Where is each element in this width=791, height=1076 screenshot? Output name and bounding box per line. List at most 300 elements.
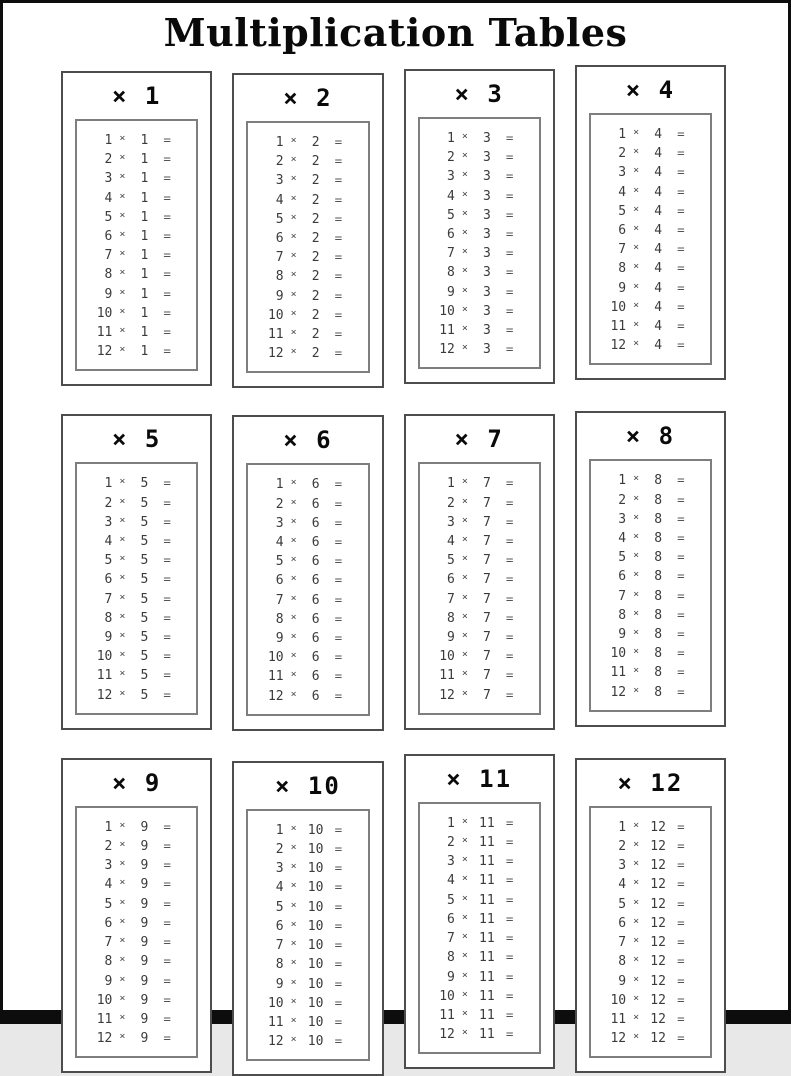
row-right-operand: 7 bbox=[482, 610, 491, 626]
row-left-operand: 4 bbox=[275, 535, 284, 551]
row-times-symbol: × bbox=[461, 988, 468, 1000]
row-times-symbol: × bbox=[119, 858, 126, 870]
table-row bbox=[420, 628, 539, 647]
table-row bbox=[591, 952, 710, 971]
row-left-operand: 8 bbox=[618, 261, 627, 277]
row-times-symbol: × bbox=[290, 842, 297, 854]
row-times-symbol: × bbox=[633, 627, 640, 639]
row-left-operand: 10 bbox=[439, 649, 455, 665]
table-row bbox=[591, 125, 710, 144]
row-left-operand: 7 bbox=[447, 931, 455, 947]
table-row bbox=[77, 342, 196, 361]
row-equals-symbol: = bbox=[163, 170, 171, 186]
row-right-operand: 1 bbox=[140, 152, 149, 168]
table-row bbox=[77, 972, 196, 991]
row-left-operand: 10 bbox=[267, 995, 284, 1011]
row-left-operand: 9 bbox=[447, 969, 455, 985]
row-left-operand: 9 bbox=[275, 288, 284, 304]
row-times-symbol: × bbox=[633, 684, 640, 696]
row-right-operand: 1 bbox=[140, 133, 149, 148]
row-equals-symbol: = bbox=[334, 841, 343, 857]
row-right-operand: 12 bbox=[650, 935, 666, 951]
row-times-symbol: × bbox=[633, 992, 640, 1004]
row-times-symbol: × bbox=[461, 950, 468, 962]
row-left-operand: 12 bbox=[439, 342, 455, 358]
row-equals-symbol: = bbox=[677, 838, 685, 854]
table-row bbox=[591, 625, 710, 644]
row-right-operand: 6 bbox=[311, 611, 320, 627]
row-equals-symbol: = bbox=[677, 337, 685, 353]
row-equals-symbol: = bbox=[334, 860, 343, 876]
table-row bbox=[248, 267, 367, 286]
row-equals-symbol: = bbox=[334, 687, 343, 703]
row-equals-symbol: = bbox=[334, 495, 343, 511]
row-left-operand: 11 bbox=[96, 325, 113, 341]
table-row bbox=[248, 840, 367, 859]
table-row bbox=[248, 667, 367, 686]
table-row bbox=[420, 206, 539, 225]
row-times-symbol: × bbox=[461, 188, 468, 200]
multiplication-table-card bbox=[232, 73, 383, 388]
row-right-operand: 8 bbox=[654, 665, 663, 681]
row-times-symbol: × bbox=[119, 325, 126, 337]
row-left-operand: 6 bbox=[275, 918, 284, 934]
row-times-symbol: × bbox=[461, 495, 468, 507]
row-equals-symbol: = bbox=[163, 494, 171, 510]
row-equals-symbol: = bbox=[334, 172, 343, 188]
row-equals-symbol: = bbox=[505, 302, 514, 318]
row-left-operand: 10 bbox=[96, 992, 113, 1008]
row-times-symbol: × bbox=[290, 957, 297, 969]
row-equals-symbol: = bbox=[163, 972, 171, 988]
row-equals-symbol: = bbox=[163, 648, 171, 664]
multiplication-table-card bbox=[404, 414, 555, 729]
row-equals-symbol: = bbox=[677, 202, 685, 218]
row-equals-symbol: = bbox=[677, 183, 685, 199]
row-left-operand: 2 bbox=[275, 154, 284, 170]
row-right-operand: 1 bbox=[140, 344, 149, 360]
row-left-operand: 6 bbox=[618, 915, 627, 931]
row-equals-symbol: = bbox=[163, 838, 171, 854]
table-row bbox=[77, 474, 196, 493]
row-equals-symbol: = bbox=[677, 145, 685, 161]
row-left-operand: 4 bbox=[275, 192, 284, 208]
row-left-operand: 5 bbox=[275, 211, 284, 227]
row-left-operand: 7 bbox=[275, 250, 284, 266]
row-right-operand: 6 bbox=[311, 688, 320, 704]
row-equals-symbol: = bbox=[334, 975, 343, 991]
row-times-symbol: × bbox=[461, 303, 468, 315]
table-card-title: × 9 bbox=[111, 768, 162, 797]
row-right-operand: 10 bbox=[307, 957, 324, 973]
row-times-symbol: × bbox=[633, 280, 640, 292]
row-right-operand: 9 bbox=[140, 896, 149, 912]
row-left-operand: 9 bbox=[447, 284, 455, 300]
row-times-symbol: × bbox=[461, 284, 468, 296]
row-left-operand: 5 bbox=[275, 899, 284, 915]
row-times-symbol: × bbox=[461, 591, 468, 603]
row-left-operand: 5 bbox=[447, 553, 455, 569]
table-rows-box bbox=[246, 121, 369, 373]
row-right-operand: 3 bbox=[482, 303, 491, 319]
row-left-operand: 3 bbox=[104, 858, 113, 874]
table-row bbox=[591, 933, 710, 952]
row-right-operand: 8 bbox=[654, 684, 663, 700]
row-times-symbol: × bbox=[290, 918, 297, 930]
row-equals-symbol: = bbox=[163, 934, 171, 950]
table-row bbox=[591, 259, 710, 278]
table-row bbox=[77, 189, 196, 208]
row-equals-symbol: = bbox=[505, 149, 514, 165]
row-left-operand: 10 bbox=[610, 992, 627, 1008]
row-times-symbol: × bbox=[633, 511, 640, 523]
table-row bbox=[77, 150, 196, 169]
row-right-operand: 5 bbox=[140, 534, 149, 550]
row-right-operand: 6 bbox=[311, 631, 320, 647]
row-times-symbol: × bbox=[633, 646, 640, 658]
table-row bbox=[77, 856, 196, 875]
row-right-operand: 6 bbox=[311, 650, 320, 666]
row-right-operand: 7 bbox=[482, 649, 491, 665]
row-right-operand: 10 bbox=[307, 1034, 324, 1050]
table-row bbox=[77, 551, 196, 570]
row-left-operand: 10 bbox=[439, 303, 455, 319]
row-equals-symbol: = bbox=[505, 130, 514, 145]
row-equals-symbol: = bbox=[163, 304, 171, 320]
row-left-operand: 3 bbox=[275, 173, 284, 189]
row-times-symbol: × bbox=[633, 915, 640, 927]
row-equals-symbol: = bbox=[677, 318, 685, 334]
row-right-operand: 4 bbox=[654, 127, 663, 142]
table-card-title: × 11 bbox=[446, 764, 513, 793]
row-left-operand: 5 bbox=[104, 896, 113, 912]
row-equals-symbol: = bbox=[677, 1030, 685, 1046]
row-left-operand: 4 bbox=[618, 184, 627, 200]
row-left-operand: 6 bbox=[447, 911, 455, 927]
row-equals-symbol: = bbox=[334, 210, 343, 226]
table-row bbox=[420, 321, 539, 340]
row-right-operand: 9 bbox=[140, 973, 149, 989]
table-row bbox=[77, 686, 196, 705]
row-times-symbol: × bbox=[290, 192, 297, 204]
row-equals-symbol: = bbox=[163, 629, 171, 645]
row-right-operand: 11 bbox=[479, 931, 495, 947]
row-equals-symbol: = bbox=[334, 326, 343, 342]
table-row bbox=[420, 340, 539, 359]
row-equals-symbol: = bbox=[505, 533, 514, 549]
table-row bbox=[248, 475, 367, 494]
table-row bbox=[420, 1025, 539, 1044]
table-row bbox=[77, 246, 196, 265]
row-right-operand: 4 bbox=[654, 299, 663, 315]
row-times-symbol: × bbox=[119, 190, 126, 202]
row-equals-symbol: = bbox=[505, 686, 514, 702]
row-left-operand: 1 bbox=[275, 135, 284, 150]
table-row bbox=[248, 859, 367, 878]
row-right-operand: 2 bbox=[311, 346, 320, 362]
row-right-operand: 6 bbox=[311, 554, 320, 570]
table-row bbox=[591, 529, 710, 548]
row-equals-symbol: = bbox=[163, 151, 171, 167]
row-times-symbol: × bbox=[461, 969, 468, 981]
row-equals-symbol: = bbox=[334, 268, 343, 284]
row-equals-symbol: = bbox=[163, 857, 171, 873]
row-times-symbol: × bbox=[119, 877, 126, 889]
row-left-operand: 10 bbox=[267, 650, 284, 666]
row-right-operand: 5 bbox=[140, 495, 149, 511]
table-row bbox=[77, 570, 196, 589]
row-times-symbol: × bbox=[461, 815, 468, 827]
row-left-operand: 3 bbox=[104, 514, 113, 530]
table-row bbox=[248, 210, 367, 229]
row-left-operand: 10 bbox=[96, 305, 113, 321]
row-right-operand: 5 bbox=[140, 553, 149, 569]
row-equals-symbol: = bbox=[334, 668, 343, 684]
table-row bbox=[591, 471, 710, 490]
row-right-operand: 6 bbox=[311, 669, 320, 685]
row-equals-symbol: = bbox=[163, 208, 171, 224]
row-left-operand: 4 bbox=[275, 880, 284, 896]
table-row bbox=[77, 227, 196, 246]
row-times-symbol: × bbox=[461, 1027, 468, 1039]
table-row bbox=[591, 818, 710, 837]
row-equals-symbol: = bbox=[677, 895, 685, 911]
row-left-operand: 2 bbox=[618, 492, 627, 508]
table-row bbox=[248, 936, 367, 955]
table-row bbox=[248, 229, 367, 248]
table-row bbox=[591, 491, 710, 510]
table-rows-box bbox=[589, 459, 712, 711]
row-equals-symbol: = bbox=[505, 264, 514, 280]
row-times-symbol: × bbox=[119, 229, 126, 241]
row-left-operand: 6 bbox=[618, 569, 627, 585]
table-row bbox=[591, 510, 710, 529]
table-rows-box bbox=[75, 806, 198, 1058]
row-equals-symbol: = bbox=[677, 568, 685, 584]
row-left-operand: 1 bbox=[104, 819, 113, 835]
row-right-operand: 2 bbox=[311, 327, 320, 343]
row-equals-symbol: = bbox=[505, 968, 514, 984]
row-right-operand: 4 bbox=[654, 338, 663, 354]
row-left-operand: 8 bbox=[104, 267, 113, 283]
row-left-operand: 8 bbox=[104, 610, 113, 626]
row-times-symbol: × bbox=[633, 819, 640, 831]
row-times-symbol: × bbox=[119, 534, 126, 546]
row-times-symbol: × bbox=[119, 209, 126, 221]
row-times-symbol: × bbox=[290, 1034, 297, 1046]
tables-grid bbox=[3, 71, 788, 1073]
row-times-symbol: × bbox=[290, 861, 297, 873]
row-equals-symbol: = bbox=[163, 513, 171, 529]
row-left-operand: 3 bbox=[447, 169, 455, 185]
row-times-symbol: × bbox=[633, 242, 640, 254]
row-equals-symbol: = bbox=[505, 475, 514, 491]
row-equals-symbol: = bbox=[505, 987, 514, 1003]
table-row bbox=[591, 644, 710, 663]
table-card-title: × 7 bbox=[454, 425, 504, 454]
row-times-symbol: × bbox=[119, 171, 126, 183]
row-left-operand: 10 bbox=[439, 988, 455, 1004]
row-right-operand: 7 bbox=[482, 495, 491, 511]
row-left-operand: 9 bbox=[275, 976, 284, 992]
row-equals-symbol: = bbox=[163, 1010, 171, 1026]
row-times-symbol: × bbox=[633, 223, 640, 235]
row-right-operand: 9 bbox=[140, 915, 149, 931]
table-row bbox=[420, 814, 539, 833]
row-times-symbol: × bbox=[633, 299, 640, 311]
row-right-operand: 6 bbox=[311, 573, 320, 589]
row-left-operand: 4 bbox=[447, 534, 455, 550]
table-row bbox=[591, 1029, 710, 1048]
row-right-operand: 8 bbox=[654, 588, 663, 604]
row-equals-symbol: = bbox=[334, 821, 343, 837]
table-row bbox=[591, 183, 710, 202]
row-right-operand: 1 bbox=[140, 209, 149, 225]
row-times-symbol: × bbox=[119, 344, 126, 356]
row-right-operand: 4 bbox=[654, 184, 663, 200]
row-equals-symbol: = bbox=[505, 168, 514, 184]
row-left-operand: 1 bbox=[104, 476, 113, 492]
row-left-operand: 8 bbox=[275, 611, 284, 627]
table-row bbox=[77, 323, 196, 342]
row-left-operand: 5 bbox=[447, 207, 455, 223]
row-equals-symbol: = bbox=[677, 241, 685, 257]
table-row bbox=[591, 567, 710, 586]
row-times-symbol: × bbox=[290, 880, 297, 892]
row-right-operand: 12 bbox=[650, 973, 666, 989]
row-times-symbol: × bbox=[461, 649, 468, 661]
table-row bbox=[248, 898, 367, 917]
row-right-operand: 7 bbox=[482, 687, 491, 703]
row-left-operand: 2 bbox=[618, 839, 627, 855]
table-row bbox=[591, 991, 710, 1010]
table-row bbox=[248, 552, 367, 571]
table-row bbox=[77, 131, 196, 150]
row-left-operand: 8 bbox=[618, 607, 627, 623]
row-times-symbol: × bbox=[290, 327, 297, 339]
table-row bbox=[77, 169, 196, 188]
row-left-operand: 3 bbox=[618, 858, 627, 874]
row-equals-symbol: = bbox=[163, 895, 171, 911]
row-right-operand: 6 bbox=[311, 535, 320, 551]
row-times-symbol: × bbox=[119, 954, 126, 966]
row-equals-symbol: = bbox=[677, 472, 685, 488]
row-left-operand: 1 bbox=[618, 473, 627, 489]
row-times-symbol: × bbox=[119, 819, 126, 831]
multiplication-table-card bbox=[61, 414, 212, 729]
row-times-symbol: × bbox=[461, 207, 468, 219]
row-equals-symbol: = bbox=[163, 876, 171, 892]
table-row bbox=[420, 891, 539, 910]
row-times-symbol: × bbox=[119, 572, 126, 584]
table-row bbox=[248, 287, 367, 306]
row-equals-symbol: = bbox=[334, 230, 343, 246]
row-equals-symbol: = bbox=[163, 228, 171, 244]
row-times-symbol: × bbox=[461, 246, 468, 258]
row-right-operand: 12 bbox=[650, 858, 666, 874]
row-right-operand: 7 bbox=[482, 553, 491, 569]
row-right-operand: 12 bbox=[650, 839, 666, 855]
table-row bbox=[420, 532, 539, 551]
table-row bbox=[77, 265, 196, 284]
row-right-operand: 1 bbox=[140, 325, 149, 341]
row-right-operand: 1 bbox=[140, 248, 149, 264]
row-times-symbol: × bbox=[461, 169, 468, 181]
row-equals-symbol: = bbox=[334, 879, 343, 895]
row-equals-symbol: = bbox=[334, 898, 343, 914]
row-right-operand: 7 bbox=[482, 476, 491, 492]
row-left-operand: 11 bbox=[610, 319, 627, 335]
row-equals-symbol: = bbox=[677, 953, 685, 969]
row-right-operand: 4 bbox=[654, 280, 663, 296]
table-row bbox=[248, 248, 367, 267]
row-equals-symbol: = bbox=[505, 322, 514, 338]
row-left-operand: 9 bbox=[104, 630, 113, 646]
row-left-operand: 11 bbox=[439, 323, 455, 339]
row-times-symbol: × bbox=[633, 1011, 640, 1023]
row-equals-symbol: = bbox=[505, 513, 514, 529]
table-row bbox=[420, 1006, 539, 1025]
row-right-operand: 8 bbox=[654, 550, 663, 566]
row-equals-symbol: = bbox=[334, 153, 343, 169]
table-row bbox=[248, 514, 367, 533]
row-left-operand: 2 bbox=[104, 495, 113, 511]
row-equals-symbol: = bbox=[334, 917, 343, 933]
row-equals-symbol: = bbox=[163, 533, 171, 549]
row-left-operand: 2 bbox=[275, 496, 284, 512]
table-row bbox=[248, 878, 367, 897]
table-row bbox=[77, 914, 196, 933]
row-right-operand: 1 bbox=[140, 267, 149, 283]
table-rows-box bbox=[75, 462, 198, 714]
table-row bbox=[77, 895, 196, 914]
row-equals-symbol: = bbox=[505, 891, 514, 907]
row-times-symbol: × bbox=[633, 165, 640, 177]
row-left-operand: 1 bbox=[618, 819, 627, 835]
table-row bbox=[420, 513, 539, 532]
row-equals-symbol: = bbox=[677, 626, 685, 642]
row-left-operand: 3 bbox=[618, 165, 627, 181]
row-times-symbol: × bbox=[633, 531, 640, 543]
row-left-operand: 7 bbox=[618, 242, 627, 258]
row-equals-symbol: = bbox=[163, 343, 171, 359]
row-equals-symbol: = bbox=[677, 991, 685, 1007]
table-row bbox=[248, 1013, 367, 1032]
table-row bbox=[248, 495, 367, 514]
table-row bbox=[420, 590, 539, 609]
row-right-operand: 11 bbox=[479, 892, 495, 908]
row-right-operand: 7 bbox=[482, 534, 491, 550]
multiplication-table-card bbox=[575, 65, 726, 380]
row-equals-symbol: = bbox=[163, 552, 171, 568]
row-times-symbol: × bbox=[290, 515, 297, 527]
multiplication-table-card bbox=[575, 758, 726, 1073]
row-times-symbol: × bbox=[633, 550, 640, 562]
table-row bbox=[420, 833, 539, 852]
table-row bbox=[248, 571, 367, 590]
row-right-operand: 4 bbox=[654, 203, 663, 219]
row-right-operand: 2 bbox=[311, 211, 320, 227]
table-row bbox=[248, 344, 367, 363]
table-row bbox=[248, 306, 367, 325]
row-left-operand: 1 bbox=[447, 476, 455, 492]
multiplication-table-card bbox=[232, 761, 383, 1076]
row-right-operand: 12 bbox=[650, 1031, 666, 1047]
row-times-symbol: × bbox=[633, 665, 640, 677]
table-row bbox=[77, 875, 196, 894]
table-row bbox=[77, 818, 196, 837]
row-right-operand: 10 bbox=[307, 938, 324, 954]
